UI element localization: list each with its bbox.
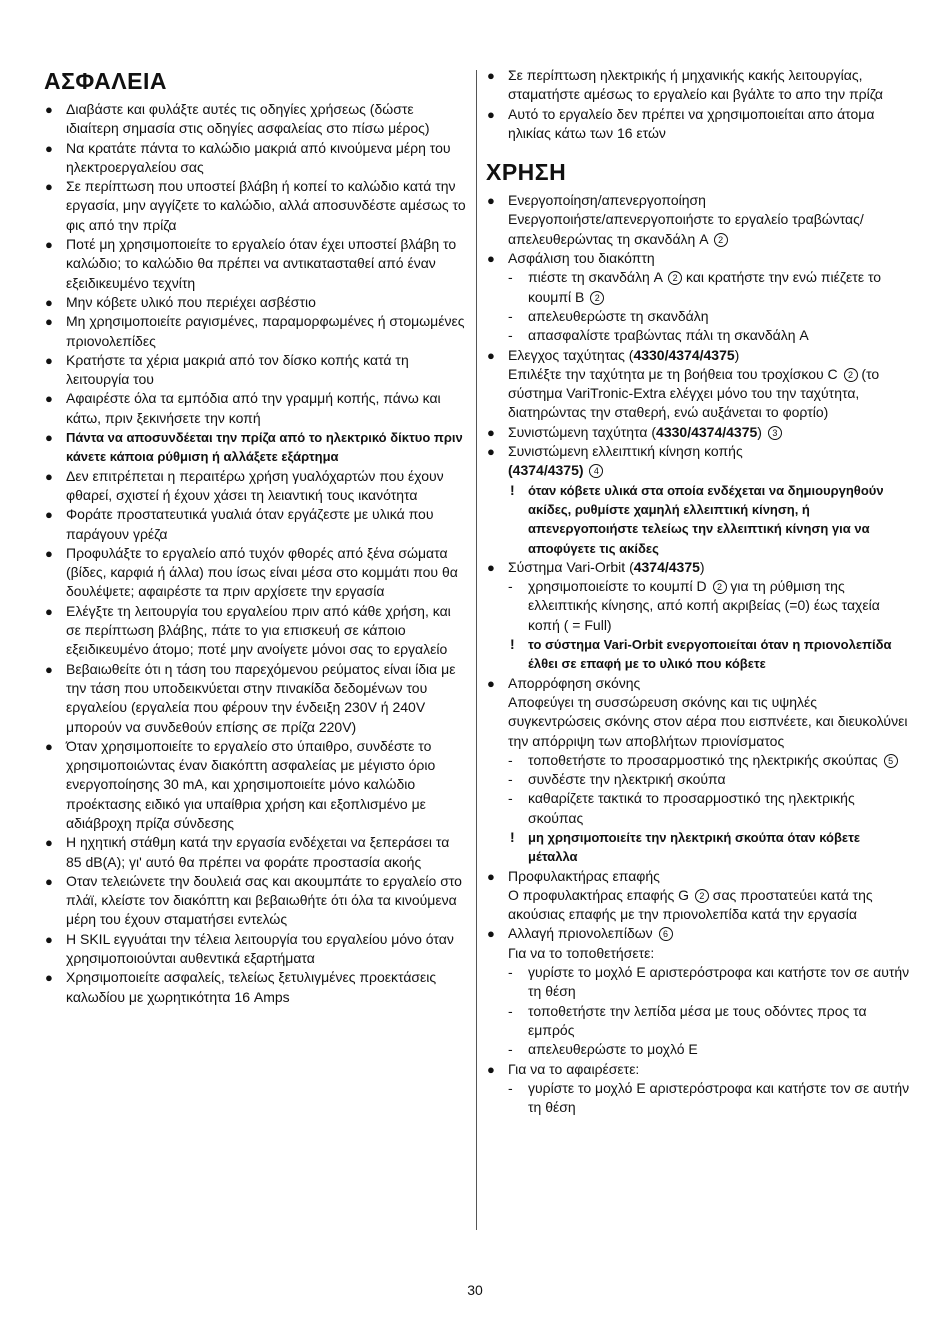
bullet-icon: ● <box>45 873 53 889</box>
list-item: ● Να κρατάτε πάντα το καλώδιο μακριά από κινούμενα μέρη του ηλεκτροεργαλείου σας <box>45 139 451 175</box>
usage-heading: ΧΡΗΣΗ <box>486 159 567 186</box>
list-item: ● Αυτό το εργαλείο δεν πρέπει να χρησιμοποιείται απο άτομα ηλικίας κάτω των 16 ετών <box>487 105 875 141</box>
dust-extraction-item: ● Απορρόφηση σκόνης Αποφεύγει τη συσσώρευση σκόνης και τις υψηλές συγκεντρώσεις σκόνης στον αέρα που εισπνέετε, και διευκολύνει την απόρριψη των αποβλήτων πριονίσματος - τοποθετήστε το προσαρμοστικό της ηλεκτρικής σκούπας 5 - συνδέστε την ηλεκτρική σκούπα - καθαρίζετε τακτικά το προσαρμοστικό της ηλεκτρικής σκούπας ! μη χρησιμοποιείτε την ηλεκτρική σκούπα όταν κόβετε μέταλλα <box>486 674 910 867</box>
dash-icon: - <box>508 1041 513 1058</box>
list-item: ● Προφυλάξτε το εργαλείο από τυχόν φθορές από ξένα σώματα (βίδες, καρφιά ή άλλα) που ίσως είναι μέσα στο κομμάτι που θα δουλέψετε; αφαιρέστε τα πριν αρχίσετε την εργασία <box>45 544 458 600</box>
dash-icon: - <box>508 1079 513 1096</box>
blade-change-item: ● Αλλαγή πριονολεπίδων 6 Για να το τοποθετήσετε: - γυρίστε το μοχλό E αριστερόστροφα και κατήστε τον σε αυτήν τη θέση - τοποθετήστε την λεπίδα μέσα με τους οδόντες προς τα εμπρός - απελευθερώστε το μοχλό E <box>486 924 910 1059</box>
figure-ref-icon: 2 <box>714 233 728 247</box>
figure-ref-icon: 3 <box>768 426 782 440</box>
safety-heading: ΑΣΦΑΛΕΙΑ <box>44 68 167 94</box>
sub-step: - απελευθερώστε το μοχλό E <box>508 1040 910 1059</box>
sub-step: - απασφαλίστε τραβώντας πάλι τη σκανδάλη A <box>508 326 910 345</box>
bullet-icon: ● <box>487 424 495 440</box>
list-item: ● Η SKIL εγγυάται την τέλεια λειτουργία του εργαλείου μόνο όταν χρησιμοποιούνται αυθεντικά εξαρτήματα <box>45 930 454 967</box>
figure-ref-icon: 2 <box>695 889 709 903</box>
safety-list <box>44 100 466 1007</box>
list-item: ● Χρησιμοποιείτε ασφαλείς, τελείως ξετυλιγμένες προεκτάσεις καλωδίου με χωρητικότητα 16 Amps <box>45 969 437 1005</box>
list-item: ● Βεβαιωθείτε ότι η τάση του παρεχόμενου ρεύματος είναι ίδια με την τάση που υποδεικνύεται στην πινακίδα δεδομένων του εργαλείου (εργαλεία που φέρουν την ένδειξη 230V ή 240V μπορούν να συνδεθούν επίσης σε πρίζα 220V) <box>45 660 456 735</box>
figure-ref-icon: 4 <box>589 464 603 478</box>
list-item: ● Μην κόβετε υλικό που περιέχει ασβέστιο <box>44 293 466 312</box>
switch-lock-item: ● Ασφάλιση του διακόπτη <box>486 249 910 268</box>
switch-item: ● Ενεργοποίηση/απενεργοποίηση Ενεργοποιήστε/απενεργοποιήστε το εργαλείο τραβώντας/απελευθερώντας τη σκανδάλη A 2 <box>487 192 864 247</box>
dash-icon: - <box>508 269 513 286</box>
list-item: ● Ποτέ μη χρησιμοποιείτε το εργαλείο όταν έχει υποστεί βλάβη το καλώδιο; το καλώδιο θα πρέπει να αντικατασταθεί από έναν εξειδικευμένο τεχνίτη <box>45 236 457 291</box>
dash-icon: - <box>508 964 513 981</box>
list-item: ● Η ηχητική στάθμη κατά την εργασία ενδέχεται να ξεπεράσει τα 85 dB(A); γι' αυτό θα πρέπει να φοράτε προστασία ακοής <box>45 834 450 870</box>
bullet-icon: ● <box>45 179 53 195</box>
figure-ref-icon: 2 <box>713 580 727 594</box>
bullet-icon: ● <box>487 444 495 460</box>
bullet-icon: ● <box>45 603 53 619</box>
figure-ref-icon: 5 <box>884 754 898 768</box>
dash-icon: - <box>508 771 513 788</box>
list-item: ● Αφαιρέστε όλα τα εμπόδια από την γραμμή κοπής, πάνω και κάτω, πριν ξεκινήσετε την κοπή <box>45 390 441 426</box>
list-item: ● Φοράτε προστατευτικά γυαλιά όταν εργάζεστε με υλικά που παράγουν γρέζα <box>45 506 434 542</box>
bullet-icon: ● <box>45 102 53 117</box>
sub-step: - τοποθετήστε την λεπίδα μέσα με τους οδόντες προς τα εμπρός <box>508 1002 867 1038</box>
dash-icon: - <box>508 790 513 807</box>
column-divider <box>476 70 477 1230</box>
list-item: ● Ελέγξτε τη λειτουργία του εργαλείου πριν από κάθε χρήση, και σε περίπτωση βλάβης, πάτε το για επισκευή σε κάποιο εξειδικευμένο άτομο; ποτέ μην ανοίγετε μόνοι σας το εργαλείο <box>45 602 451 658</box>
bullet-icon: ● <box>45 507 53 523</box>
bullet-icon: ● <box>45 738 53 754</box>
bullet-icon: ● <box>45 314 53 330</box>
figure-ref-icon: 2 <box>668 271 682 285</box>
sub-step: - χρησιμοποιείστε το κουμπί D 2 για τη ρύθμιση της ελλειπτικής κίνησης, από κοπή ακριβείας (=0) έως ταχεία κοπή ( = Full) <box>508 578 880 633</box>
contact-guard-item: ● Προφυλακτήρας επαφής Ο προφυλακτήρας επαφής G 2 σας προστατεύει κατά της ακούσιας επαφής με την πριονολεπίδα κατά την εργασία <box>487 867 873 923</box>
bullet-icon: ● <box>45 391 53 407</box>
list-item: ● Οταν τελειώνετε την δουλειά σας και ακουμπάτε το εργαλείο στο πλάϊ, κλείστε τον διακόπτη και βεβαιωθήτε ότι όλα τα κινούμενα μέρη του έχουν σταματήσει εντελώς <box>45 872 462 928</box>
bullet-icon: ● <box>487 926 495 942</box>
bullet-icon: ● <box>45 835 53 851</box>
safety-list-continued <box>486 66 910 143</box>
bullet-icon: ● <box>45 545 53 561</box>
bullet-icon: ● <box>45 237 53 253</box>
warning-note: ! όταν κόβετε υλικά στα οποία ενδέχεται να δημιουργηθούν ακίδες, ρυθμίστε χαμηλή ελλειπτική κίνηση, ή απενεργοποιήστε τελείως την ελλειπτική κίνηση για να αποφύγετε τις ακίδες <box>510 481 884 556</box>
bullet-icon: ● <box>45 970 53 986</box>
warning-icon: ! <box>510 636 515 653</box>
bullet-icon: ● <box>487 68 495 83</box>
sub-step: - καθαρίζετε τακτικά το προσαρμοστικό της ηλεκτρικής σκούπας <box>508 790 855 826</box>
dash-icon: - <box>508 578 513 595</box>
sub-step: - γυρίστε το μοχλό E αριστερόστροφα και κατήστε τον σε αυτήν τη θέση <box>508 964 910 1000</box>
list-item: ● Σε περίπτωση ηλεκτρικής ή μηχανικής κακής λειτουργίας, σταματήστε αμέσως το εργαλείο και βγάλτε το απο την πρίζα <box>487 67 884 103</box>
sub-step: - πιέστε τη σκανδάλη A 2 και κρατήστε την ενώ πιέζετε το κουμπί B 2 <box>508 269 882 305</box>
bullet-icon: ● <box>487 347 495 363</box>
bullet-icon: ● <box>487 106 495 122</box>
bullet-icon: ● <box>487 675 495 691</box>
usage-column <box>486 66 910 1117</box>
blade-removal-item: ● Για να το αφαιρέσετε: - γυρίστε το μοχλό E αριστερόστροφα και κατήστε τον σε αυτήν τη θέση <box>486 1060 910 1118</box>
dash-icon: - <box>508 307 513 324</box>
dash-icon: - <box>508 327 513 344</box>
page-number: 30 <box>467 1282 483 1298</box>
bullet-icon: ● <box>487 1061 495 1077</box>
figure-ref-icon: 6 <box>659 927 673 941</box>
warning-icon: ! <box>510 828 515 845</box>
bullet-icon: ● <box>45 468 53 484</box>
list-item: ● Διαβάστε και φυλάξτε αυτές τις οδηγίες χρήσεως (δώστε ιδιαίτερη σημασία στις οδηγίες ασφαλείας στο πίσω μέρος) <box>45 101 430 137</box>
sub-step: - γυρίστε το μοχλό E αριστερόστροφα και κατήστε τον σε αυτήν τη θέση <box>508 1079 910 1116</box>
bullet-icon: ● <box>45 294 53 310</box>
bullet-icon: ● <box>487 868 495 884</box>
list-item: ● Δεν επιτρέπεται η περαιτέρω χρήση γυαλόχαρτών που έχουν φθαρεί, σχιστεί ή έχουν χάσει τη λειαντική τους ικανότητα <box>45 467 444 503</box>
bullet-icon: ● <box>487 193 495 209</box>
list-item: ● Μη χρησιμοποιείτε ραγισμένες, παραμορφωμένες ή στομωμένες πριονολεπίδες <box>45 313 465 349</box>
bullet-icon: ● <box>45 661 53 677</box>
bullet-icon: ● <box>45 140 53 156</box>
usage-list <box>486 191 910 1117</box>
warning-icon: ! <box>510 481 515 498</box>
figure-ref-icon: 2 <box>844 368 858 382</box>
speed-control-item: ● Ελεγχος ταχύτητας (4330/4374/4375) Επιλέξτε την ταχύτητα με τη βοήθεια του τροχίσκου C 2 (το σύστημα VariTronic-Extra ελέγχει μόνο του την ταχύτητα, διατηρώντας την σταθερή, ενώ αυξάνεται το φορτίο) <box>487 346 880 421</box>
dash-icon: - <box>508 751 513 768</box>
bullet-icon: ● <box>487 559 495 575</box>
bullet-icon: ● <box>45 931 53 947</box>
switch-lock-steps <box>486 268 910 345</box>
recommended-speed-item: ● Συνιστώμενη ταχύτητα (4330/4374/4375) 3 <box>486 423 910 442</box>
recommended-orbit-item: ● Συνιστώμενη ελλειπτική κίνηση κοπής (4374/4375) 4 ! όταν κόβετε υλικά στα οποία ενδέχεται να δημιουργηθούν ακίδες, ρυθμίστε χαμηλή ελλειπτική κίνηση, ή απενεργοποιήστε τελείως την ελλειπτική κίνηση για να αποφύγετε τις ακίδες <box>486 442 910 558</box>
list-item: ● Πάντα να αποσυνδέεται την πρίζα από το ηλεκτρικό δίκτυο πριν κάνετε κάποια ρύθμιση ή αλλάξετε εξάρτημα <box>45 430 463 465</box>
sub-step: - απελευθερώστε τη σκανδάλη <box>508 307 910 326</box>
list-item: ● Σε περίπτωση που υποστεί βλάβη ή κοπεί το καλώδιο κατά την εργασία, μην αγγίζετε το καλώδιο, αλλά αποσυνδέστε αμέσως το φις από την πρίζα <box>45 178 466 233</box>
figure-ref-icon: 2 <box>590 291 604 305</box>
warning-note: ! μη χρησιμοποιείτε την ηλεκτρική σκούπα όταν κόβετε μέταλλα <box>510 828 861 865</box>
vari-orbit-item: ● Σύστημα Vari-Orbit (4374/4375) - χρησιμοποιείστε το κουμπί D 2 για τη ρύθμιση της ελλειπτικής κίνησης, από κοπή ακριβείας (=0) έως ταχεία κοπή ( = Full) ! το σύστημα Vari-Orbit ενεργοποιείται όταν η πριονολεπίδα έλθει σε επαφή με το υλικό που κόβετε <box>486 558 910 674</box>
safety-column <box>44 66 466 1007</box>
warning-note: ! το σύστημα Vari-Orbit ενεργοποιείται όταν η πριονολεπίδα έλθει σε επαφή με το υλικό που κόβετε <box>510 636 892 672</box>
bullet-icon: ● <box>45 352 53 368</box>
sub-step: - τοποθετήστε το προσαρμοστικό της ηλεκτρικής σκούπας 5 <box>508 751 910 770</box>
bullet-icon: ● <box>487 251 495 267</box>
list-item: ● Κρατήστε τα χέρια μακριά από τον δίσκο κοπής κατά τη λειτουργία του <box>45 351 409 388</box>
list-item: ● Όταν χρησιμοποιείτε το εργαλείο στο ύπαιθρο, συνδέστε το χρησιμοποιώντας έναν διακόπτη ασφαλείας με μέγιστο όριο ενεργοποίησης 30 mA, και χρησιμοποιείτε μόνο καλώδιο προέκτασης ειδικό για υπαίθρια χρήση και εξοπλισμένο με αδιάβροχη πρίζα σύνδεσης <box>45 737 436 831</box>
sub-step: - συνδέστε την ηλεκτρική σκούπα <box>508 770 910 789</box>
bullet-icon: ● <box>45 430 53 446</box>
dash-icon: - <box>508 1002 513 1019</box>
